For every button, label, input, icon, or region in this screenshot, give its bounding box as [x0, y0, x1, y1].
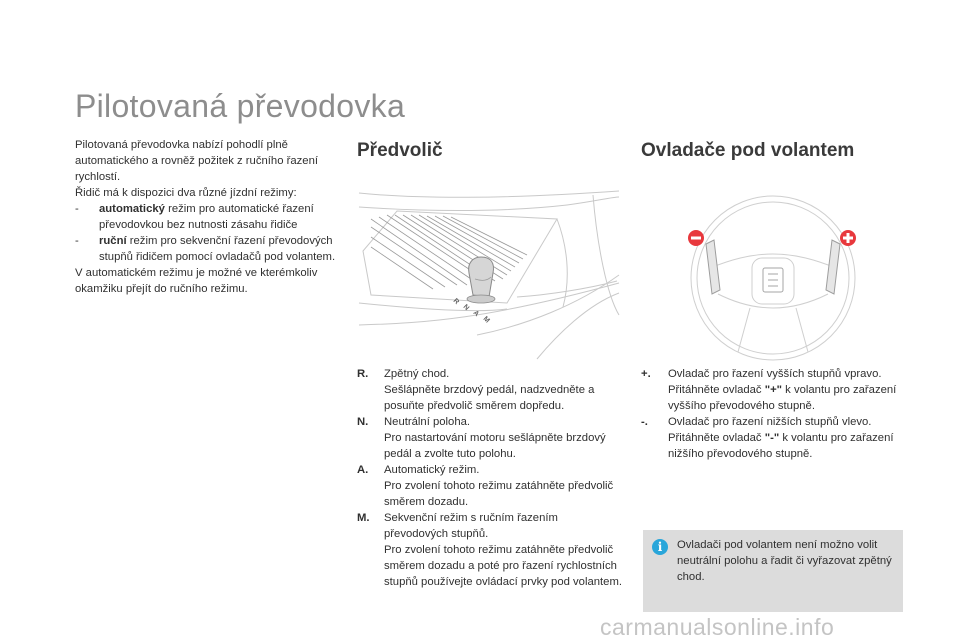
position-mark: N.: [357, 416, 369, 428]
selector-positions-list: [357, 366, 625, 590]
right-paddle: [826, 240, 840, 294]
intro-text: [75, 137, 343, 297]
mode-desc: režim pro sekvenční řazení převodových stupňů řidičem pomocí ovladačů pod volantem.: [99, 235, 336, 263]
item-text: Ovladač pro řazení nižších stupňů vlevo.: [668, 416, 872, 428]
list-item: [357, 382, 625, 414]
item-text-pre: Přitáhněte ovladač: [668, 432, 765, 444]
intro-paragraph: Pilotovaná převodovka nabízí pohodlí plně automatického a rovněž požitek z ručního řazení rychlostí.: [75, 139, 319, 183]
item-text: Sekvenční režim s ručním řazením převodových stupňů.: [384, 512, 558, 540]
item-text-post: k volantu pro zařazení nižšího převodového stupně.: [668, 432, 894, 460]
page-title: Pilotovaná převodovka: [75, 88, 406, 124]
item-text-post: k volantu pro zařazení vyššího převodového stupně.: [668, 384, 897, 412]
list-item: [357, 542, 625, 590]
plus-paddle-icon: [840, 230, 856, 246]
mode-name: ruční: [99, 235, 127, 247]
dash-bullet: -: [75, 203, 79, 215]
minus-paddle-icon: [688, 230, 704, 246]
left-paddle: [706, 240, 720, 294]
car-logo-icon: [763, 268, 783, 292]
list-item: [357, 414, 625, 430]
paddle-mark: +.: [641, 368, 651, 380]
list-item: [641, 366, 909, 382]
list-item: [357, 510, 625, 542]
selector-heading: Předvolič: [357, 140, 443, 161]
gear-lever-icon: [467, 257, 495, 303]
gate-letter-m: M: [481, 315, 491, 325]
mode-desc: režim pro automatické řazení převodovkou bez nutnosti zásahu řidiče: [99, 203, 314, 231]
paddle-key: "+": [764, 384, 783, 396]
list-item: [357, 430, 625, 462]
paddle-mark: -.: [641, 416, 648, 428]
mode-name: automatický: [99, 203, 165, 215]
position-mark: M.: [357, 512, 370, 524]
list-item: [641, 414, 909, 430]
position-mark: A.: [357, 464, 369, 476]
list-item: [357, 366, 625, 382]
dash-bullet: -: [75, 235, 79, 247]
item-text: Pro zvolení tohoto režimu zatáhněte předvolič směrem dozadu.: [384, 480, 614, 508]
gate-letter-a: A: [471, 309, 481, 318]
paddle-key: "-": [764, 432, 780, 444]
item-text: Zpětný chod.: [384, 368, 450, 380]
item-text: Sešlápněte brzdový pedál, nadzvedněte a posuňte předvolič směrem dopředu.: [384, 384, 595, 412]
item-text: Pro zvolení tohoto režimu zatáhněte předvolič směrem dozadu a poté pro řazení rychlostních stupňů používejte ovládací prvky pod volantem.: [384, 544, 623, 588]
gate-letter-r: R: [451, 297, 461, 306]
info-icon: i: [652, 539, 668, 555]
info-text: Ovladači pod volantem není možno volit neutrální polohu a řadit či vyřazovat zpětný chod.: [677, 539, 892, 583]
watermark: carmanualsonline.info: [600, 614, 835, 640]
list-item: [641, 382, 909, 414]
paddles-heading: Ovladače pod volantem: [641, 140, 855, 161]
gear-selector-illustration: [357, 185, 621, 361]
item-text-pre: Přitáhněte ovladač: [668, 384, 765, 396]
gate-letter-n: N: [461, 303, 471, 312]
list-item: [357, 478, 625, 510]
mode-item-manual: [75, 233, 343, 265]
item-text: Neutrální poloha.: [384, 416, 471, 428]
paddles-list: [641, 366, 909, 462]
intro-closing: V automatickém režimu je možné ve kterémkoliv okamžiku přejít do ručního režimu.: [75, 267, 318, 295]
mode-item-automatic: [75, 201, 343, 233]
steering-wheel-illustration: [640, 190, 908, 362]
list-item: [357, 462, 625, 478]
item-text: Pro nastartování motoru sešlápněte brzdový pedál a zvolte tuto polohu.: [384, 432, 606, 460]
list-item: [641, 430, 909, 462]
item-text: Automatický režim.: [384, 464, 480, 476]
position-mark: R.: [357, 368, 369, 380]
item-text: Ovladač pro řazení vyšších stupňů vpravo.: [668, 368, 882, 380]
intro-lead: Řidič má k dispozici dva různé jízdní režimy:: [75, 187, 297, 199]
info-box: [643, 530, 903, 612]
